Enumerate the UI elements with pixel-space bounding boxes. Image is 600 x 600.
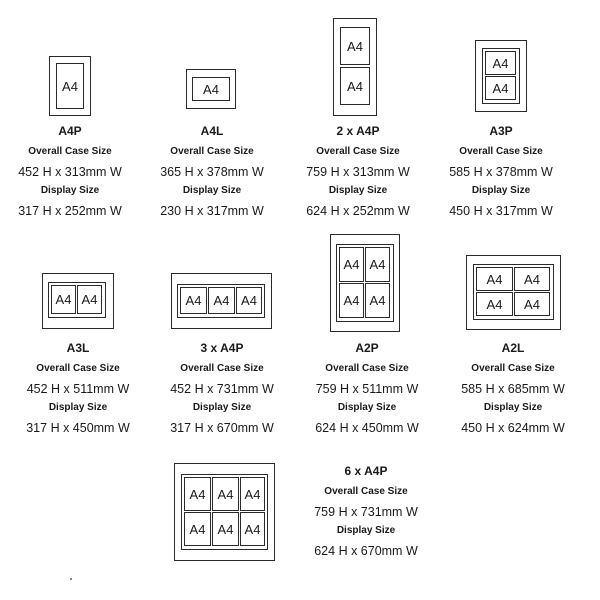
a4-pane: A4 [208, 287, 235, 314]
display-label: Display Size [471, 185, 531, 196]
overall-size: 452 H x 511mm W [26, 382, 130, 396]
display-label: Display Size [192, 402, 252, 413]
display-label: Display Size [48, 402, 108, 413]
display-area [473, 264, 554, 320]
display-size: 624 H x 450mm W [315, 421, 419, 435]
overall-size: 365 H x 378mm W [160, 165, 264, 179]
a4-pane: A4 [51, 285, 76, 314]
display-size: 624 H x 252mm W [306, 204, 410, 218]
case-name: 6 x A4P [344, 464, 388, 478]
case-a3p-info [421, 124, 581, 218]
case-name: 3 x A4P [200, 341, 244, 355]
display-area [336, 244, 394, 322]
overall-label: Overall Case Size [36, 363, 120, 374]
overall-size: 452 H x 731mm W [170, 382, 274, 396]
a4-pane: A4 [56, 63, 84, 109]
overall-size: 585 H x 685mm W [461, 382, 565, 396]
overall-label: Overall Case Size [316, 146, 400, 157]
case-a4p-info [0, 124, 150, 218]
case-a2l-info [433, 341, 593, 435]
case-name: 2 x A4P [336, 124, 380, 138]
case-3xa4p-info [142, 341, 302, 435]
a4-pane: A4 [339, 247, 364, 282]
overall-label: Overall Case Size [170, 146, 254, 157]
display-size: 317 H x 670mm W [170, 421, 274, 435]
overall-label: Overall Case Size [459, 146, 543, 157]
display-area [177, 284, 265, 318]
case-a3l-drawing [42, 273, 114, 329]
case-a4p-drawing [49, 56, 91, 116]
case-name: A2P [355, 341, 379, 355]
case-name: A4L [200, 124, 224, 138]
a4-pane: A4 [180, 287, 207, 314]
overall-size: 585 H x 378mm W [449, 165, 553, 179]
a4-pane: A4 [476, 292, 513, 316]
stray-dot [70, 578, 72, 580]
overall-size: 452 H x 313mm W [18, 165, 122, 179]
a4-pane: A4 [236, 287, 262, 314]
case-6xa4p-drawing [174, 463, 275, 561]
case-a4l-info [132, 124, 292, 218]
case-6xa4p-info [286, 464, 446, 558]
display-label: Display Size [182, 185, 242, 196]
display-label: Display Size [40, 185, 100, 196]
a4-pane: A4 [184, 477, 211, 511]
display-label: Display Size [483, 402, 543, 413]
a4-pane: A4 [476, 267, 513, 291]
a4-pane: A4 [514, 267, 550, 291]
overall-size: 759 H x 313mm W [306, 165, 410, 179]
display-area [482, 48, 520, 104]
case-3xa4p-drawing [171, 273, 272, 329]
display-size: 450 H x 624mm W [461, 421, 565, 435]
a4-pane: A4 [485, 76, 516, 100]
a4-pane: A4 [212, 512, 239, 546]
display-size: 317 H x 450mm W [26, 421, 130, 435]
display-size: 624 H x 670mm W [314, 544, 418, 558]
overall-label: Overall Case Size [180, 363, 264, 374]
case-a4l-drawing [186, 69, 236, 109]
a4-pane: A4 [240, 477, 265, 511]
a4-pane: A4 [365, 247, 390, 282]
display-size: 230 H x 317mm W [160, 204, 264, 218]
a4-pane: A4 [77, 285, 102, 314]
overall-label: Overall Case Size [325, 363, 409, 374]
overall-label: Overall Case Size [28, 146, 112, 157]
display-label: Display Size [337, 402, 397, 413]
case-a2p-info [287, 341, 447, 435]
case-2xa4p-info [278, 124, 438, 218]
display-label: Display Size [328, 185, 388, 196]
a4-pane: A4 [192, 77, 230, 101]
case-a3p-drawing [475, 40, 527, 112]
overall-label: Overall Case Size [324, 486, 408, 497]
display-size: 317 H x 252mm W [18, 204, 122, 218]
a4-pane: A4 [340, 67, 370, 105]
display-size: 450 H x 317mm W [449, 204, 553, 218]
a4-pane: A4 [485, 51, 516, 75]
overall-size: 759 H x 511mm W [315, 382, 419, 396]
display-label: Display Size [336, 525, 396, 536]
case-a2l-drawing [466, 255, 561, 330]
a4-pane: A4 [365, 283, 390, 318]
display-area [181, 474, 268, 550]
a4-pane: A4 [514, 292, 550, 316]
case-a2p-drawing [330, 234, 400, 332]
overall-label: Overall Case Size [471, 363, 555, 374]
overall-size: 759 H x 731mm W [314, 505, 418, 519]
display-area [48, 282, 106, 318]
case-name: A2L [501, 341, 525, 355]
a4-pane: A4 [340, 27, 370, 65]
case-name: A4P [58, 124, 82, 138]
case-a3l-info [0, 341, 158, 435]
a4-pane: A4 [240, 512, 265, 546]
case-name: A3L [66, 341, 90, 355]
a4-pane: A4 [184, 512, 211, 546]
a4-pane: A4 [212, 477, 239, 511]
case-name: A3P [489, 124, 513, 138]
a4-pane: A4 [339, 283, 364, 318]
case-2xa4p-drawing [333, 18, 377, 116]
